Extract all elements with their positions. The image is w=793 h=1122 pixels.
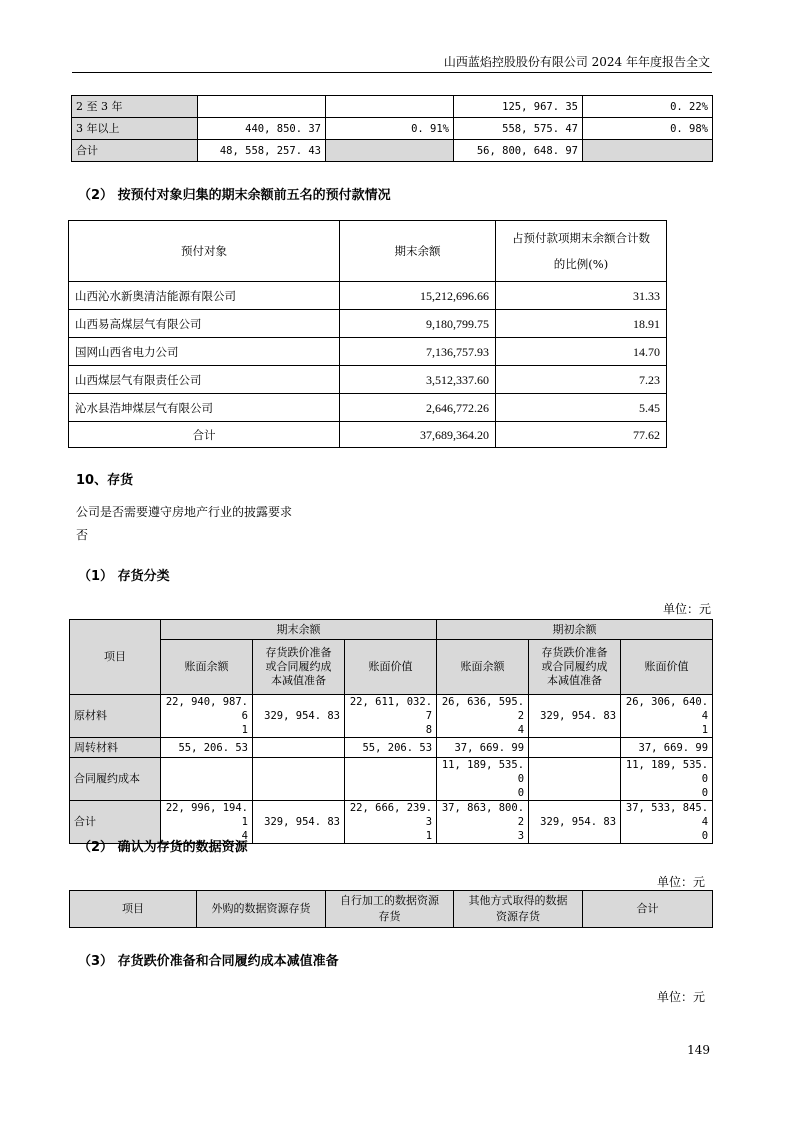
real-estate-disclosure-question: 公司是否需要遵守房地产行业的披露要求 [76,505,293,519]
header-end-book-balance: 账面余额 [161,640,253,695]
cell-line: 1 [425,830,433,842]
table-row [69,282,667,310]
table-row [70,738,713,758]
cell-line: 37, 669. 99 [638,741,709,754]
prepay-ratio: 31.33 [496,282,667,310]
total-row [69,422,667,448]
cell-line: 37, 533, 845. 4 [625,802,709,828]
top5-prepayment-table [68,220,667,448]
cell-line: 8 [425,724,433,736]
cell-line: 37, 863, 800. 2 [441,802,525,828]
header-begin-book-value: 账面价值 [621,640,713,695]
header-end-book-value: 账面价值 [345,640,437,695]
header-prepay-object: 预付对象 [69,221,340,282]
cell-line: 37, 669. 99 [454,741,525,754]
table-row [69,366,667,394]
total-label: 合计 [69,422,340,448]
cell-b-prov: 329, 954. 83 [529,801,621,844]
table-row [70,758,713,801]
cell-value [583,140,713,162]
header-end-provision-l2: 或合同履约成 [265,660,332,673]
header-begin-provision [529,640,621,695]
cell-value: 0. 98% [583,118,713,140]
cell-b-val [621,738,713,758]
prepay-object-name: 山西沁水新奥清洁能源有限公司 [69,282,340,310]
cell-value: 56, 800, 648. 97 [454,140,583,162]
cell-value [326,140,454,162]
dr-header-other-l1: 其他方式取得的数据 [468,894,568,907]
header-ratio [496,221,667,282]
prepay-object-name: 山西易高煤层气有限公司 [69,310,340,338]
report-header-title: 山西蓝焰控股股份有限公司 2024 年年度报告全文 [443,55,710,69]
cell-e-val [345,801,437,844]
cell-value: 440, 850. 37 [198,118,326,140]
table-row [72,118,713,140]
total-ratio: 77.62 [496,422,667,448]
dr-header-self-processed [326,891,454,928]
cell-value [326,96,454,118]
total-balance: 37,689,364.20 [340,422,496,448]
cell-e-prov [253,758,345,801]
cell-b-val [621,758,713,801]
aging-table [71,95,713,162]
row-label: 2 至 3 年 [72,96,198,118]
top5-heading: （2） 按预付对象归集的期末余额前五名的预付款情况 [78,188,391,203]
header-begin-provision-l3: 本减值准备 [547,674,603,687]
cell-line: 22, 611, 032. 7 [349,696,433,722]
cell-line: 0 [701,830,709,842]
cell-line: 26, 636, 595. 2 [441,696,525,722]
header-ratio-line2: 的比例(%) [553,257,609,271]
cell-value: 0. 22% [583,96,713,118]
dr-header-total: 合计 [583,891,713,928]
table-row [72,96,713,118]
cell-e-bal [161,738,253,758]
cell-line: 0 [517,787,525,799]
row-label: 合计 [72,140,198,162]
cell-line: 22, 940, 987. 6 [165,696,248,722]
data-resources-unit: 单位：元 [656,875,705,889]
header-begin-book-balance: 账面余额 [437,640,529,695]
cell-b-prov [529,758,621,801]
table-row [70,695,713,738]
row-label: 3 年以上 [72,118,198,140]
prepay-object-name: 沁水县浩坤煤层气有限公司 [69,394,340,422]
cell-e-val [345,695,437,738]
table-row [69,394,667,422]
data-resources-heading: （2） 确认为存货的数据资源 [78,840,248,855]
cell-e-bal [161,695,253,738]
cell-e-prov: 329, 954. 83 [253,695,345,738]
header-begin-provision-l2: 或合同履约成 [541,660,608,673]
prepay-object-name: 山西煤层气有限责任公司 [69,366,340,394]
dr-header-self-l1: 自行加工的数据资源 [340,894,439,907]
dr-header-self-l2: 存货 [378,910,401,923]
cell-line: 26, 306, 640. 4 [625,696,709,722]
cell-b-val [621,695,713,738]
page-number: 149 [687,1043,710,1057]
header-begin-provision-l1: 存货跌价准备 [541,646,608,659]
header-item: 项目 [70,620,161,695]
cell-line: 0 [701,787,709,799]
classification-heading: （1） 存货分类 [78,569,170,584]
prepay-ratio: 18.91 [496,310,667,338]
cell-e-val [345,758,437,801]
cell-b-bal [437,738,529,758]
header-end-provision [253,640,345,695]
cell-b-prov: 329, 954. 83 [529,695,621,738]
header-period-end-balance: 期末余额 [340,221,496,282]
dr-header-other [454,891,583,928]
header-end-provision-l1: 存货跌价准备 [265,646,332,659]
cell-b-bal [437,758,529,801]
cell-line: 1 [701,724,709,736]
inventory-heading: 10、存货 [76,473,134,488]
row-label: 合同履约成本 [70,758,161,801]
classification-unit: 单位：元 [662,602,711,616]
cell-b-bal [437,695,529,738]
cell-line: 4 [241,830,248,842]
cell-line: 3 [517,830,525,842]
real-estate-disclosure-answer: 否 [76,528,89,542]
row-label: 原材料 [70,695,161,738]
cell-line: 4 [517,724,525,736]
cell-e-prov: 329, 954. 83 [253,801,345,844]
data-resources-table [69,890,713,928]
header-end-provision-l3: 本减值准备 [271,674,326,687]
provision-unit: 单位：元 [656,990,705,1004]
cell-line: 11, 189, 535. 0 [625,759,709,785]
prepay-balance: 3,512,337.60 [340,366,496,394]
cell-line: 1 [241,724,248,736]
cell-e-bal [161,758,253,801]
prepay-balance: 9,180,799.75 [340,310,496,338]
cell-line: 11, 189, 535. 0 [441,759,525,785]
cell-value: 0. 91% [326,118,454,140]
cell-e-prov [253,738,345,758]
prepay-balance: 15,212,696.66 [340,282,496,310]
cell-b-bal [437,801,529,844]
prepay-object-name: 国网山西省电力公司 [69,338,340,366]
inventory-classification-table [69,619,713,844]
cell-line: 22, 666, 239. 3 [349,802,433,828]
row-label: 周转材料 [70,738,161,758]
provision-heading: （3） 存货跌价准备和合同履约成本减值准备 [78,954,339,969]
table-row [69,338,667,366]
header-period-begin: 期初余额 [437,620,713,640]
cell-value: 558, 575. 47 [454,118,583,140]
table-row [72,140,713,162]
cell-value [198,96,326,118]
prepay-balance: 2,646,772.26 [340,394,496,422]
cell-b-val [621,801,713,844]
dr-header-item: 项目 [70,891,197,928]
row-label: 合计 [70,801,161,844]
prepay-ratio: 14.70 [496,338,667,366]
cell-value: 48, 558, 257. 43 [198,140,326,162]
table-row [69,310,667,338]
cell-value: 125, 967. 35 [454,96,583,118]
dr-header-other-l2: 资源存货 [496,910,540,923]
header-divider [72,72,712,73]
prepay-ratio: 5.45 [496,394,667,422]
header-ratio-line1: 占预付款项期末余额合计数 [512,231,650,245]
cell-b-prov [529,738,621,758]
cell-e-val [345,738,437,758]
cell-line: 55, 206. 53 [362,741,433,754]
cell-line: 55, 206. 53 [178,741,248,754]
prepay-ratio: 7.23 [496,366,667,394]
header-period-end: 期末余额 [161,620,437,640]
cell-line: 22, 996, 194. 1 [165,802,248,828]
dr-header-purchased: 外购的数据资源存货 [197,891,326,928]
prepay-balance: 7,136,757.93 [340,338,496,366]
